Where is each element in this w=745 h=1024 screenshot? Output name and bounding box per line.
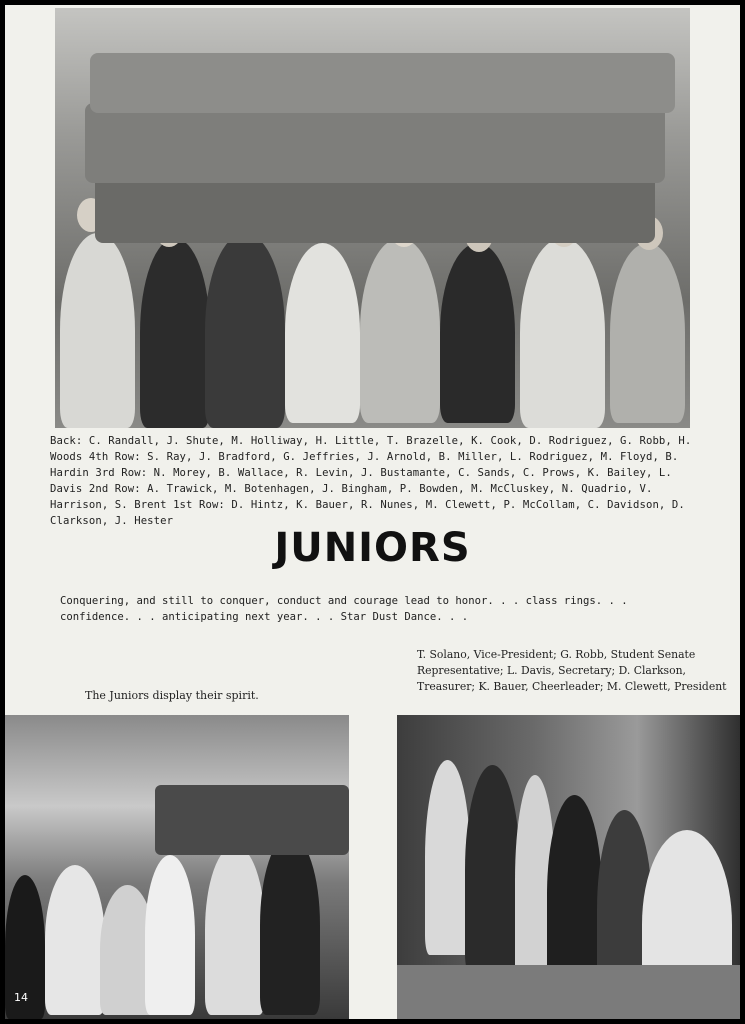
yearbook-page [5,5,740,1019]
photo-figure [360,238,440,423]
photo-figure [610,243,685,423]
photo-figure [520,238,605,428]
class-group-photo [55,8,690,428]
photo-figure [145,855,195,1015]
intro-text: Conquering, and still to conquer, conduct and courage lead to honor. . . class rings. . . confidence. . . anticipating next year. . . Star Dust Dance. . . [60,595,628,623]
spirit-photo-caption: The Juniors display their spirit. [85,689,259,702]
photo-figure [425,760,470,955]
officers-photo-caption: T. Solano, Vice-President; G. Robb, Student Senate Representative; L. Davis, Secretary; D. Clarkson, Treasurer; K. Bauer, Cheerleader; M. Clewett, President [417,648,727,693]
photo-figure [45,865,105,1015]
photo-middle-rows [95,173,655,243]
group-photo-caption: Back: C. Randall, J. Shute, M. Holliway, H. Little, T. Brazelle, K. Cook, D. Rodriguez, G. Robb, H. Woods 4th Row: S. Ray, J. Bradford, G. Jeffries, J. Arnold, B. Miller, L. Rodriguez, M. Floyd, B. Hardin 3rd Row: N. Morey, B. Wallace, R. Levin, J. Bustamante, C. Sands, C. Prows, K. Bailey, L. Davis 2nd Row: A. Trawick, M. Botenhagen, J. Bingham, P. Bowden, M. McCluskey, N. Quadrio, V. Harrison, S. Brent 1st Row: D. Hintz, K. Bauer, R. Nunes, M. Clewett, P. McCollam, C. Davidson, D. Clarkson, J. Hester [50,435,692,527]
photo-figure [140,238,210,428]
photo-figure [205,233,285,428]
photo-figure [465,765,520,975]
photo-steps [397,965,740,1019]
photo-figure [285,243,360,423]
photo-figure [260,835,320,1015]
photo-figure [440,243,515,423]
page-title: JUNIORS [274,525,471,571]
juniors-spirit-photo [5,715,349,1019]
photo-crowd [155,785,349,855]
photo-back-row [90,53,675,113]
class-officers-photo [397,715,740,1019]
page-number: 14 [14,991,28,1004]
photo-figure [205,845,265,1015]
photo-back-rows [85,103,665,183]
photo-figure [60,233,135,428]
